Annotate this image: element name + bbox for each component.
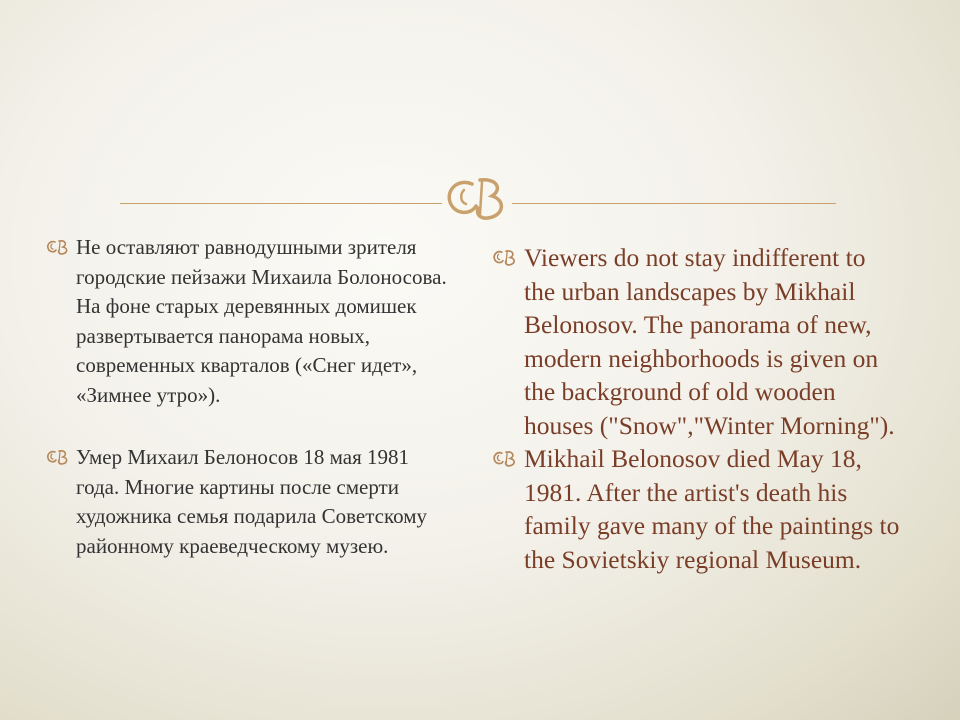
list-item — [492, 442, 902, 576]
list-item — [46, 233, 456, 410]
list-item-text: Viewers do not stay indifferent to the urban landscapes by Mikhail Belonosov. The panorama of new, modern neighborhoods is given on the background of old wooden houses ("Snow","Winter Morning"). — [524, 243, 895, 440]
ornament-icon — [442, 174, 512, 224]
title-divider — [120, 174, 836, 224]
bullet-ornament-icon — [46, 239, 70, 255]
bullet-ornament-icon — [46, 449, 70, 465]
list-item — [46, 443, 456, 561]
bullet-ornament-icon — [492, 450, 518, 467]
divider-line-left — [120, 203, 442, 204]
russian-text-list — [46, 233, 456, 561]
list-item — [492, 241, 902, 442]
list-item-text: Умер Михаил Белоносов 18 мая 1981 года. Многие картины после смерти художника семья подарила Советскому районному краеведческому музею. — [76, 445, 427, 558]
divider-line-right — [512, 203, 836, 204]
bullet-ornament-icon — [492, 249, 518, 266]
list-item-text: Mikhail Belonosov died May 18, 1981. After the artist's death his family gave many of the paintings to the Sovietskiy regional Museum. — [524, 444, 900, 574]
list-item-text: Не оставляют равнодушными зрителя городские пейзажи Михаила Болоносова. На фоне старых деревянных домишек развертывается панорама новых, современных кварталов («Снег идет», «Зимнее утро»). — [76, 235, 447, 407]
english-text-list — [492, 241, 902, 576]
